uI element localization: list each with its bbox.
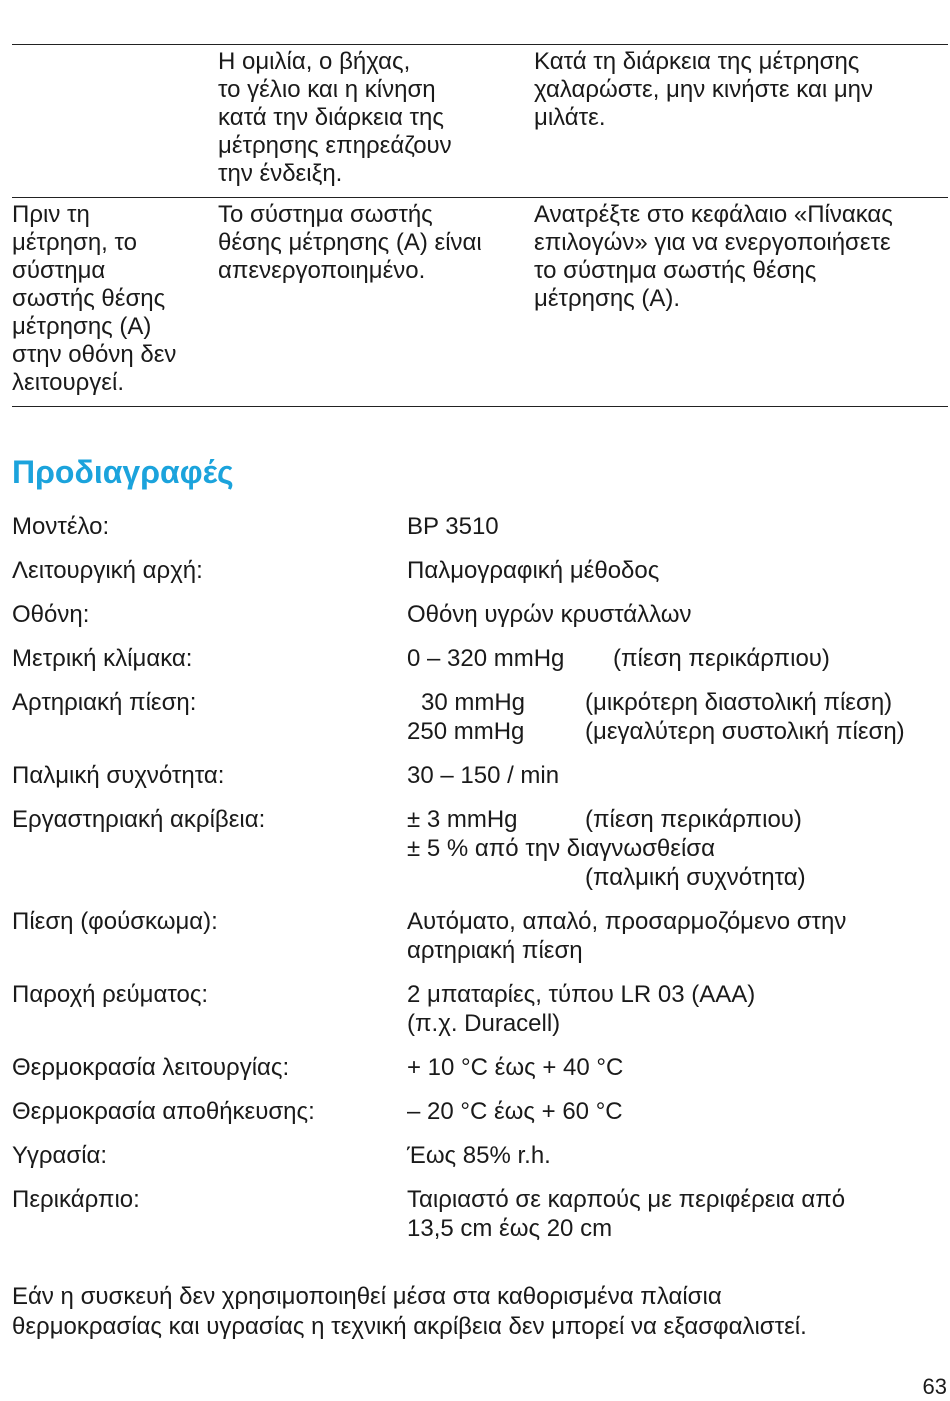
table-row	[12, 198, 948, 407]
spec-row-principle	[12, 556, 948, 585]
spec-value: Οθόνη υγρών κρυστάλλων	[407, 601, 692, 628]
spec-note: (μεγαλύτερη συστολική πίεση)	[585, 718, 905, 745]
section-title: Προδιαγραφές	[12, 454, 234, 490]
spec-note: (παλμική συχνότητα)	[585, 864, 806, 891]
spec-label: Παλμική συχνότητα:	[12, 762, 225, 789]
remedy-line: το σύστημα σωστής θέσης	[534, 257, 817, 284]
spec-value: ± 3 mmHg	[407, 806, 518, 833]
spec-value: αρτηριακή πίεση	[407, 937, 583, 964]
spec-label: Εργαστηριακή ακρίβεια:	[12, 806, 266, 833]
remedy-line: χαλαρώστε, μην κινήστε και μην	[534, 76, 873, 103]
remedy-line: Ανατρέξτε στο κεφάλαιο «Πίνακας	[534, 201, 893, 228]
spec-row-operating-temp	[12, 1053, 948, 1082]
problem-line: μέτρηση, το	[12, 229, 137, 256]
remedy-cell	[534, 198, 948, 407]
remedy-line: Κατά τη διάρκεια της μέτρησης	[534, 48, 860, 75]
cause-cell	[218, 45, 534, 198]
cause-line: Η ομιλία, ο βήχας,	[218, 48, 411, 75]
cause-line: το γέλιο και η κίνηση	[218, 76, 436, 103]
problem-line: στην οθόνη δεν	[12, 341, 177, 368]
spec-label: Περικάρπιο:	[12, 1186, 140, 1213]
spec-value: 2 μπαταρίες, τύπου LR 03 (AAA)	[407, 981, 756, 1008]
spec-value: (π.χ. Duracell)	[407, 1010, 561, 1037]
spec-value: Έως 85% r.h.	[407, 1142, 551, 1169]
troubleshooting-table	[12, 44, 948, 407]
spec-row-power	[12, 980, 948, 1038]
problem-line: σύστημα	[12, 257, 106, 284]
spec-row-model	[12, 512, 948, 541]
spec-value: 13,5 cm έως 20 cm	[407, 1215, 613, 1242]
spec-row-scale	[12, 644, 948, 673]
problem-line: μέτρησης (A)	[12, 313, 152, 340]
remedy-line: επιλογών» για να ενεργοποιήσετε	[534, 229, 891, 256]
spec-label: Μοντέλο:	[12, 513, 110, 540]
spec-value: – 20 °C έως + 60 °C	[407, 1098, 623, 1125]
spec-row-cuff	[12, 1185, 948, 1243]
spec-row-pressure	[12, 688, 948, 746]
spec-value: 30 – 150 / min	[407, 762, 560, 789]
spec-row-storage-temp	[12, 1097, 948, 1126]
spec-label: Μετρική κλίμακα:	[12, 645, 193, 672]
problem-cell	[12, 198, 218, 407]
cause-line: απενεργοποιημένο.	[218, 257, 426, 284]
spec-note: (πίεση περικάρπιου)	[585, 806, 802, 833]
cause-line: Το σύστημα σωστής	[218, 201, 433, 228]
cause-line: την ένδειξη.	[218, 160, 343, 187]
cause-cell	[218, 198, 534, 407]
problem-line: Πριν τη	[12, 201, 90, 228]
specifications-list	[12, 512, 948, 1258]
spec-value: Αυτόματο, απαλό, προσαρμοζόμενο στην	[407, 908, 847, 935]
spec-note: (πίεση περικάρπιου)	[613, 645, 830, 672]
cause-line: θέσης μέτρησης (A) είναι	[218, 229, 482, 256]
spec-label: Πίεση (φούσκωμα):	[12, 908, 218, 935]
spec-value: 250 mmHg	[407, 718, 525, 745]
table-row	[12, 45, 948, 198]
spec-note: (μικρότερη διαστολική πίεση)	[585, 689, 893, 716]
spec-value: BP 3510	[407, 513, 499, 540]
spec-row-pulse	[12, 761, 948, 790]
spec-label: Αρτηριακή πίεση:	[12, 689, 197, 716]
cause-line: μέτρησης επηρεάζουν	[218, 132, 452, 159]
spec-value: + 10 °C έως + 40 °C	[407, 1054, 624, 1081]
spec-label: Οθόνη:	[12, 601, 90, 628]
note-line: θερμοκρασίας και υγρασίας η τεχνική ακρίβεια δεν μπορεί να εξασφαλιστεί.	[12, 1313, 807, 1340]
remedy-line: μέτρησης (A).	[534, 285, 681, 312]
problem-cell	[12, 45, 218, 198]
note-line: Εάν η συσκευή δεν χρησιμοποιηθεί μέσα στα καθορισμένα πλαίσια	[12, 1283, 722, 1310]
spec-row-display	[12, 600, 948, 629]
spec-value: Ταιριαστό σε καρπούς με περιφέρεια από	[407, 1186, 846, 1213]
remedy-cell	[534, 45, 948, 198]
remedy-line: μιλάτε.	[534, 104, 606, 131]
spec-label: Παροχή ρεύματος:	[12, 981, 209, 1008]
spec-value: ± 5 % από την διαγνωσθείσα	[407, 835, 715, 862]
spec-value: 30 mmHg	[421, 689, 526, 716]
problem-line: λειτουργεί.	[12, 369, 124, 396]
spec-row-inflation	[12, 907, 948, 965]
problem-line: σωστής θέσης	[12, 285, 166, 312]
usage-note	[12, 1282, 948, 1342]
cause-line: κατά την διάρκεια της	[218, 104, 444, 131]
spec-row-humidity	[12, 1141, 948, 1170]
spec-value: Παλμογραφική μέθοδος	[407, 557, 660, 584]
spec-row-accuracy	[12, 805, 948, 892]
page-number: 63	[922, 1374, 947, 1399]
spec-label: Υγρασία:	[12, 1142, 108, 1169]
spec-label: Θερμοκρασία λειτουργίας:	[12, 1054, 290, 1081]
spec-label: Λειτουργική αρχή:	[12, 557, 203, 584]
spec-value: 0 – 320 mmHg	[407, 645, 565, 672]
spec-label: Θερμοκρασία αποθήκευσης:	[12, 1098, 315, 1125]
